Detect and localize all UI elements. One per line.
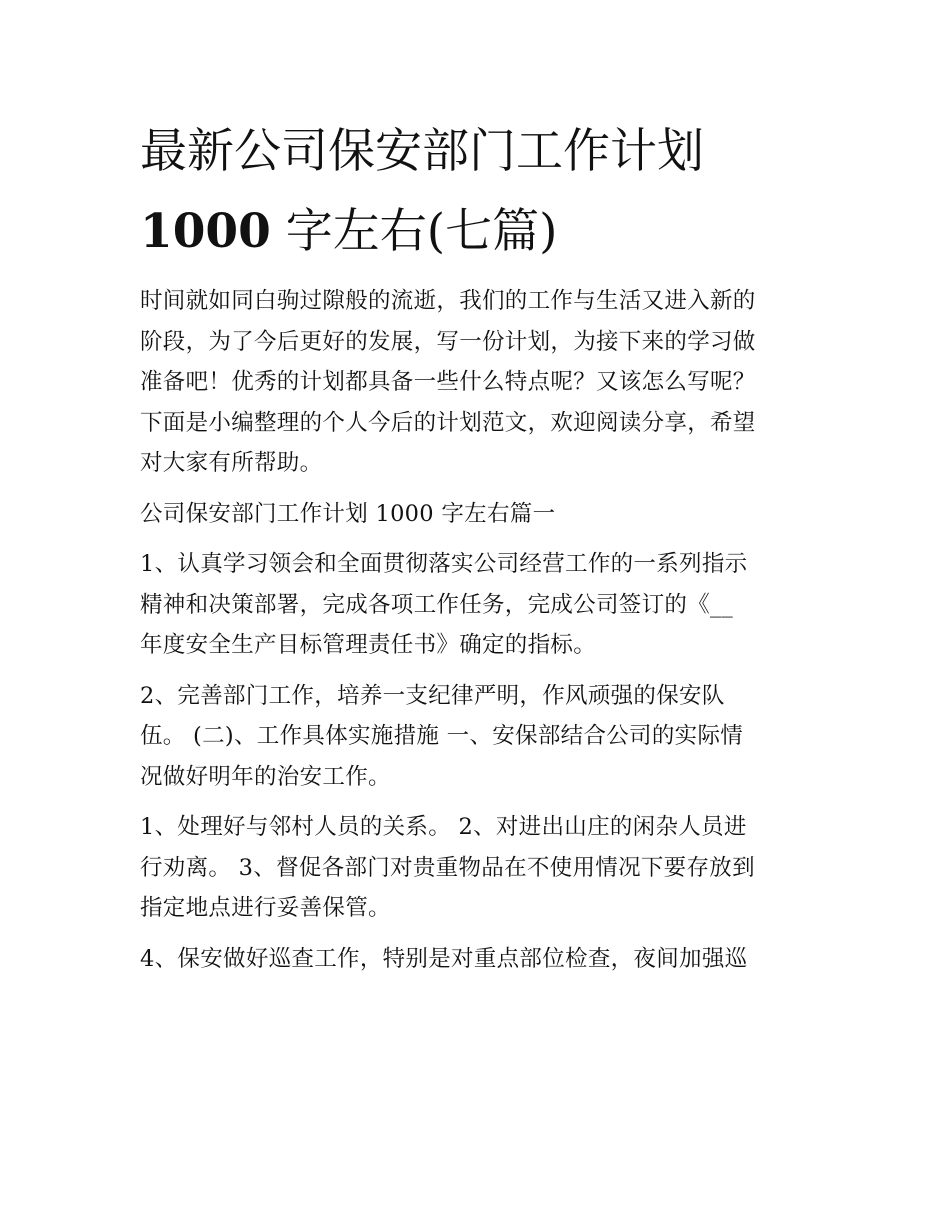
text-line: 时间就如同白驹过隙般的流逝，我们的工作与生活又进入新的: [140, 288, 756, 314]
section-heading: [140, 494, 820, 535]
title-line-1: 最新公司保安部门工作计划: [140, 124, 704, 179]
list-item-1: [140, 544, 820, 666]
text-line: 伍。 (二)、工作具体实施措施 一、安保部结合公司的实际情: [140, 723, 744, 749]
text-line: 下面是小编整理的个人今后的计划范文，欢迎阅读分享，希望: [140, 409, 756, 436]
text-line: 4、保安做好巡查工作，特别是对重点部位检查，夜间加强巡: [140, 945, 748, 972]
list-item-2: [140, 676, 820, 798]
text-line: 阶段，为了今后更好的发展，写一份计划，为接下来的学习做: [140, 328, 756, 355]
title-number: 1000: [140, 204, 271, 259]
document-title: [140, 112, 820, 272]
document-body: [140, 281, 820, 979]
intro-paragraph: [140, 281, 820, 484]
text-line: 精神和决策部署，完成各项工作任务，完成公司签订的《__: [140, 591, 734, 618]
title-line-2: [140, 192, 820, 272]
text-line: 况做好明年的治安工作。: [140, 763, 391, 790]
text-line: 年度安全生产目标管理责任书》确定的指标。: [140, 632, 597, 658]
text-line: 公司保安部门工作计划 1000 字左右篇一: [140, 500, 556, 527]
list-item-3: [140, 807, 820, 929]
text-line: 1、认真学习领会和全面贯彻落实公司经营工作的一系列指示: [140, 551, 748, 577]
list-item-4: [140, 939, 820, 980]
text-line: 2、完善部门工作，培养一支纪律严明，作风顽强的保安队: [140, 682, 725, 709]
title-suffix: 字左右(七篇): [270, 204, 558, 259]
text-line: 对大家有所帮助。: [140, 450, 323, 476]
text-line: 准备吧！优秀的计划都具备一些什么特点呢？又该怎么写呢？: [140, 369, 756, 395]
text-line: 指定地点进行妥善保管。: [140, 895, 391, 921]
text-line: 行劝离。 3、督促各部门对贵重物品在不使用情况下要存放到: [140, 854, 755, 881]
text-line: 1、处理好与邻村人员的关系。 2、对进出山庄的闲杂人员进: [140, 814, 747, 840]
